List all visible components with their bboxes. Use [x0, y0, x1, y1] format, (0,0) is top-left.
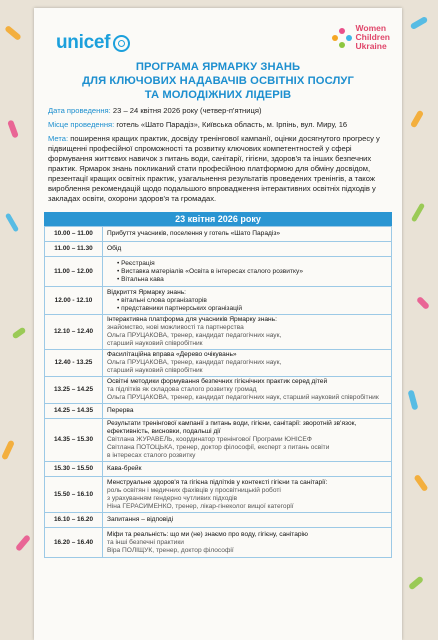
row-line: Кава-брейк: [107, 465, 142, 472]
place-label: Місце проведення:: [48, 120, 115, 129]
title-line-1: ПРОГРАМА ЯРМАРКУ ЗНАНЬ: [135, 61, 301, 73]
page-title: [42, 60, 394, 102]
dots-icon: [332, 28, 352, 48]
row-line: Ольга ПРУЦАКОВА, тренер, кандидат педагогічних наук,: [107, 359, 282, 366]
goal-label: Мета:: [48, 134, 69, 143]
row-time: 11.00 – 11.30: [45, 242, 103, 257]
wcu-line-2: Children: [355, 32, 390, 42]
row-content: [103, 528, 392, 558]
row-line: Обід: [107, 245, 122, 252]
row-content: [103, 462, 392, 477]
table-row: [45, 257, 392, 287]
table-row: [45, 287, 392, 315]
row-time: 14.35 – 15.30: [45, 419, 103, 462]
date-label: Дата проведення:: [48, 106, 111, 115]
row-line: Віра ПОЛІЩУК, тренер, доктор філософії: [107, 546, 234, 554]
row-line: Міфи та реальність: що ми (не) знаємо про воду, гігієну, санітарію: [107, 530, 308, 538]
bullet-list: [107, 297, 387, 313]
row-line: Ніна ГЕРАСИМЕНКО, тренер, лікар-гінеколог вищої категорії: [107, 502, 294, 510]
row-line: з урахуванням гендерно чутливих підходів: [107, 494, 238, 502]
row-content: [103, 350, 392, 377]
row-content: [103, 257, 392, 287]
row-time: 14.25 – 14.35: [45, 404, 103, 419]
wcu-line-3: Ukraine: [355, 41, 387, 51]
wcu-line-1: Women: [355, 23, 387, 33]
row-line: знайомство, нові можливості та партнерства: [107, 324, 244, 331]
table-row: [45, 419, 392, 462]
row-line: Освітні методики формування безпечних гігієнічних практик серед дітей: [107, 378, 328, 385]
bullet-item: • Виставка матеріалів «Освіта в інтересах сталого розвитку»: [117, 268, 387, 276]
row-line: старший науковий співробітник: [107, 367, 203, 374]
row-line: в інтересах сталого розвитку: [107, 452, 196, 459]
row-time: 12.00 - 12.10: [45, 287, 103, 315]
bullet-item: • Вітальна кава: [117, 276, 387, 284]
unicef-wordmark: unicef: [56, 32, 111, 53]
row-line: Світлана ЖУРАВЕЛЬ, координатор тренінгової Програми ЮНІСЕФ: [107, 436, 312, 443]
event-info: [48, 106, 388, 204]
table-row: [45, 404, 392, 419]
row-content: [103, 513, 392, 528]
row-line: та підлітків як складова сталого розвитку громад: [107, 386, 257, 393]
row-line: Запитання – відповіді: [107, 516, 174, 523]
row-time: 12.10 – 12.40: [45, 315, 103, 350]
row-content: [103, 377, 392, 404]
bullet-item: • представники партнерських організацій: [117, 305, 387, 313]
table-row: [45, 242, 392, 257]
title-line-2: ДЛЯ КЛЮЧОВИХ НАДАВАЧІВ ОСВІТНІХ ПОСЛУГ: [82, 75, 354, 87]
bullet-item: • Реєстрація: [117, 260, 387, 268]
row-line: Результати тренінгової кампанії з питань води, гігієни, санітарії: зворотній зв'язок, ефективність, висновки, подальші дії: [107, 420, 357, 435]
day-header: 23 квітня 2026 року: [44, 212, 392, 226]
title-line-3: ТА МОЛОДІЖНИХ ЛІДЕРІВ: [144, 89, 292, 101]
row-time: 12.40 - 13.25: [45, 350, 103, 377]
table-row: [45, 227, 392, 242]
row-time: 15.30 – 15.50: [45, 462, 103, 477]
table-row: [45, 350, 392, 377]
program-sheet: [34, 8, 402, 640]
table-row: [45, 477, 392, 513]
row-line: старший науковий співробітник: [107, 340, 203, 347]
goal-row: [48, 134, 388, 204]
row-line: та інші безпечні практики: [107, 538, 184, 546]
table-row: [45, 528, 392, 558]
row-time: 11.00 – 12.00: [45, 257, 103, 287]
women-children-ukraine-logo: [332, 24, 390, 51]
row-line: Фасилітаційна вправа «Дерево очікувань»: [107, 351, 237, 358]
place-row: [48, 120, 388, 130]
bullet-item: • вітальні слова організаторів: [117, 297, 387, 305]
table-row: [45, 462, 392, 477]
row-content: [103, 477, 392, 513]
date-row: [48, 106, 388, 116]
row-line: Менструальне здоров'я та гігієна підлітків у контексті гігієни та санітарії:: [107, 478, 328, 486]
row-time: 10.00 – 11.00: [45, 227, 103, 242]
place-value: готель «Шато Парадіз», Київська область, м. Ірпінь, вул. Миру, 16: [116, 120, 348, 129]
row-content: [103, 287, 392, 315]
row-time: 13.25 – 14.25: [45, 377, 103, 404]
row-line: Інтерактивна платформа для учасників Ярмарку знань:: [107, 316, 277, 323]
row-line: Відкриття Ярмарку знань:: [107, 288, 187, 296]
row-time: 16.10 – 16.20: [45, 513, 103, 528]
globe-icon: [113, 35, 130, 52]
bullet-list: [107, 260, 387, 284]
table-row: [45, 315, 392, 350]
table-row: [45, 513, 392, 528]
row-line: Світлана ПОТОЦЬКА, тренер, доктор філософії, експерт з питань освіти: [107, 444, 330, 451]
table-row: [45, 377, 392, 404]
header: [34, 8, 402, 58]
schedule-table: [44, 226, 392, 558]
unicef-logo: [56, 32, 130, 54]
row-time: 15.50 – 16.10: [45, 477, 103, 513]
row-content: [103, 419, 392, 462]
row-line: Ольга ПРУЦАКОВА, тренер, кандидат педагогічних наук, старший науковий співробітник: [107, 394, 379, 401]
row-content: [103, 404, 392, 419]
row-line: Ольга ПРУЦАКОВА, тренер, кандидат педагогічних наук,: [107, 332, 282, 339]
row-content: [103, 315, 392, 350]
row-line: роль освітян і медичних фахівців у просвітницькій роботі: [107, 486, 281, 494]
row-content: [103, 227, 392, 242]
goal-value: поширення кращих практик, досвіду тренінгової кампанії, оцінки досягнутого прогресу у підвищенні професійної спроможності та розвитку ключових компетентностей у сфері формування життєвих навичок з питань води, санітарії, гігієни, здоров'я та інших безпечних практик. Ярмарок знань покликаний стати професійною платформою для обміну досвідом, презентації кращих освітніх практик, узагальнення результатів проведених тренінгів, а також вироблення рекомендацій щодо подальшого впровадження інтерактивних освітніх підходів у закладах освіти, охорони здоров'я та громадах.: [48, 134, 380, 203]
row-time: 16.20 – 16.40: [45, 528, 103, 558]
row-line: Прибуття учасників, поселення у готель «Шато Парадіз»: [107, 230, 281, 237]
row-content: [103, 242, 392, 257]
row-line: Перерва: [107, 407, 134, 414]
date-value: 23 – 24 квітня 2026 року (четвер-п'ятниця): [112, 106, 262, 115]
